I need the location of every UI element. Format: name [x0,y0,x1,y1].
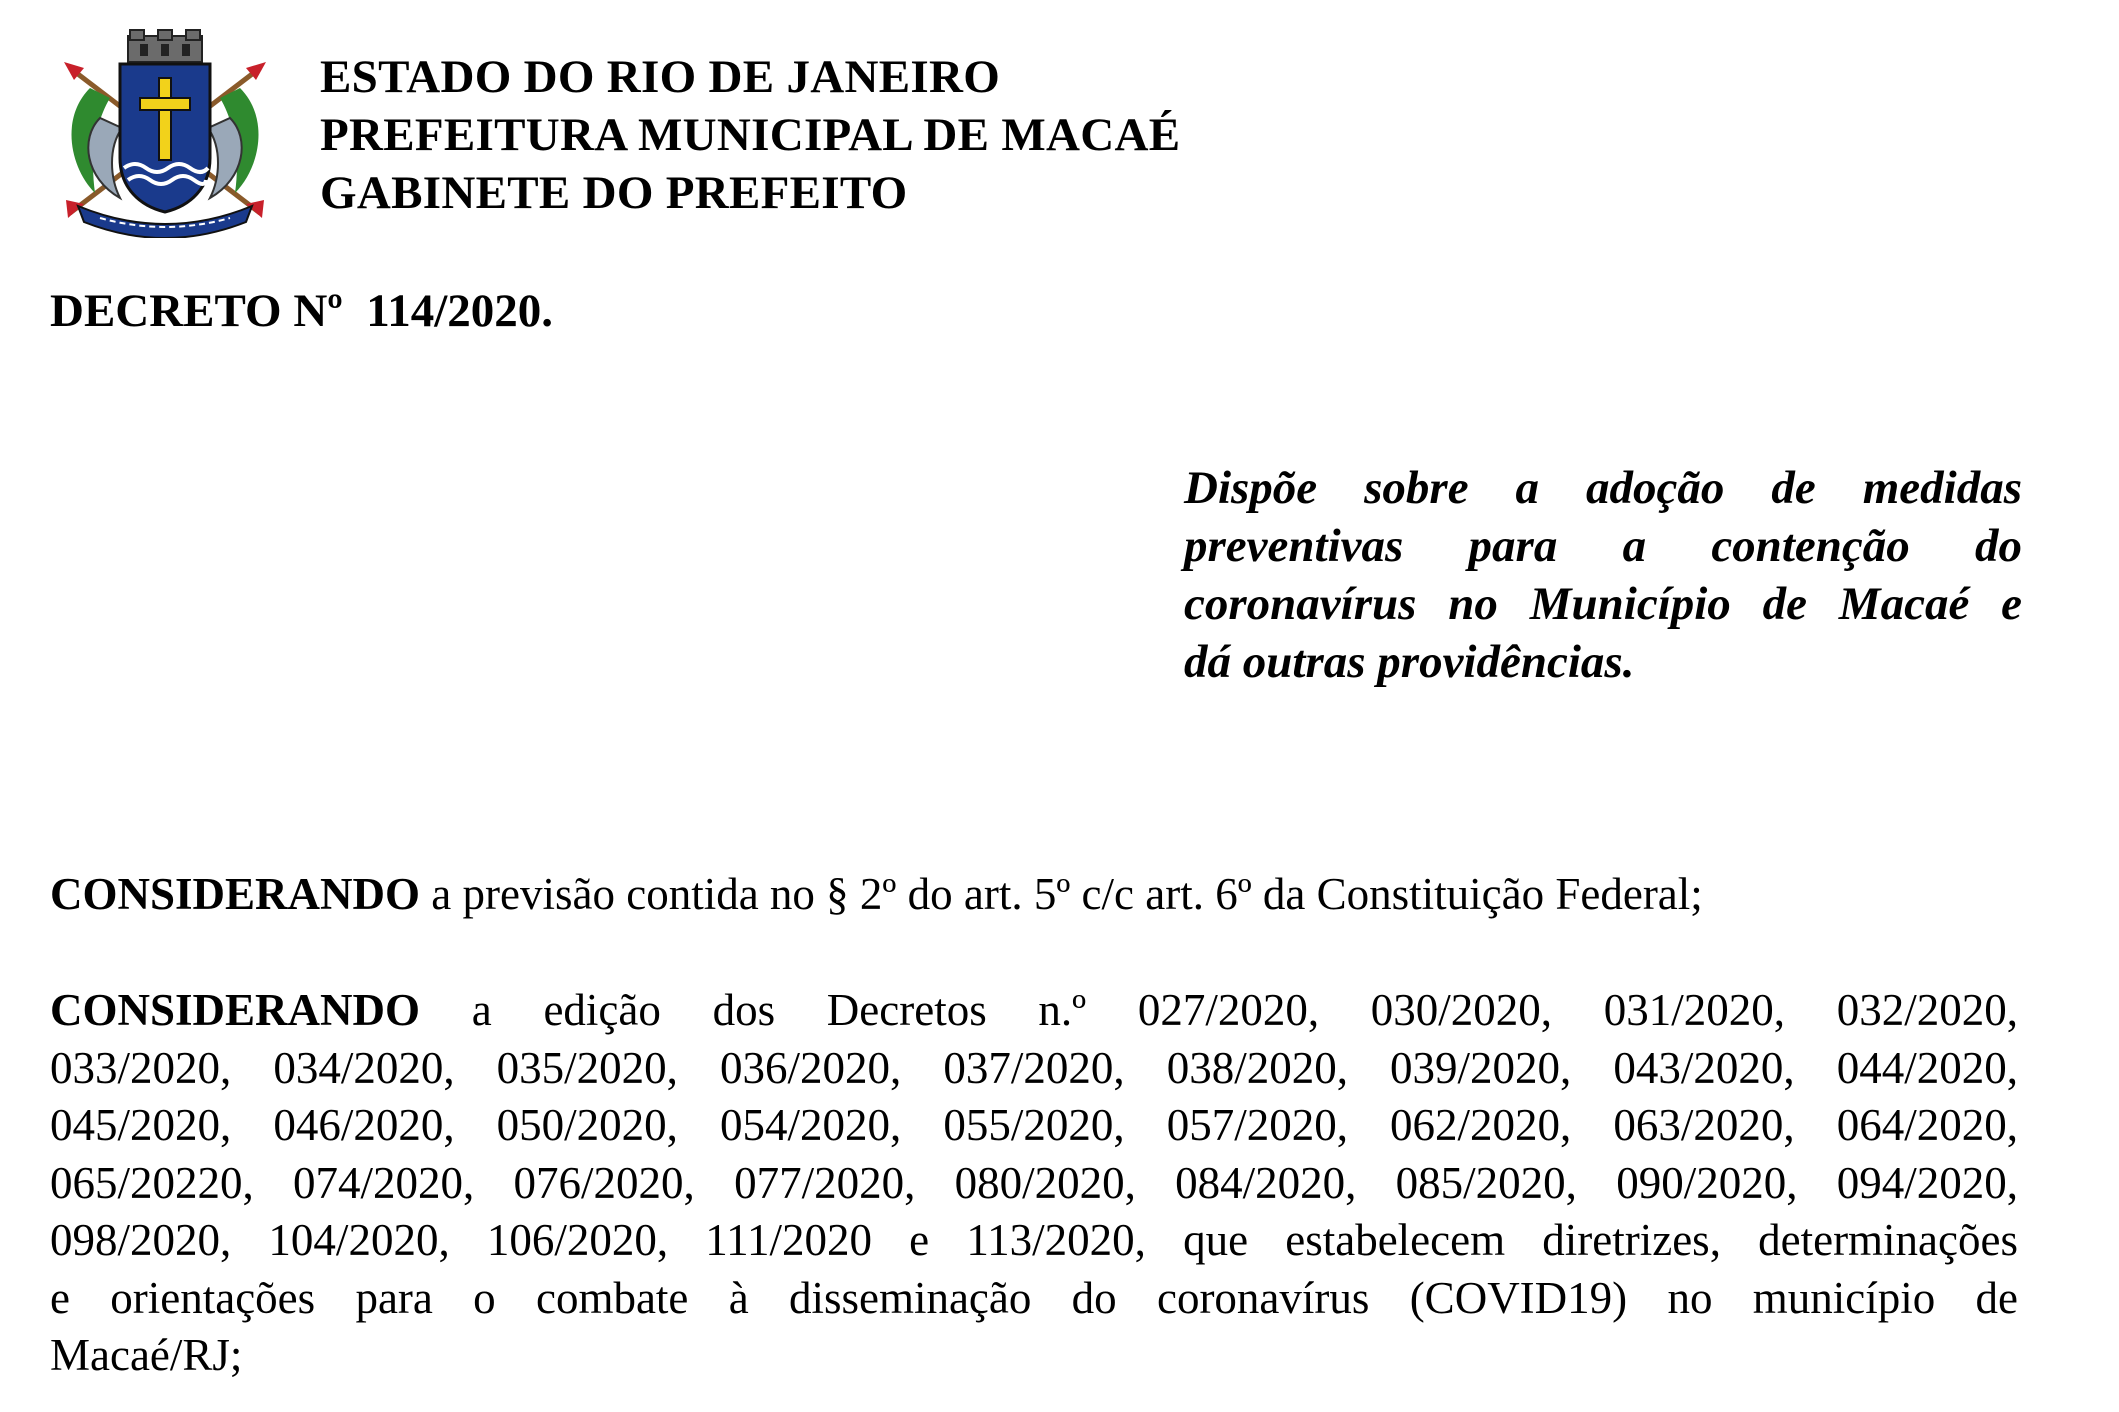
summary-line: dá outras providências. [1184,636,1635,688]
paragraph-line: Macaé/RJ; [50,1330,243,1380]
document-header [320,48,1180,222]
paragraph-text: a edição dos Decretos n.º 027/2020, 030/2020, 031/2020, 032/2020, [420,985,2018,1035]
paragraph-line: 098/2020, 104/2020, 106/2020, 111/2020 e 113/2020, que estabelecem diretrizes, determinações [50,1215,2018,1265]
considering-paragraph-2 [50,982,2018,1385]
paragraph-text: a previsão contida no § 2º do art. 5º c/c art. 6º da Constituição Federal; [420,869,1703,919]
considering-paragraph-1 [50,866,2018,924]
paragraph-line: 045/2020, 046/2020, 050/2020, 054/2020, 055/2020, 057/2020, 062/2020, 063/2020, 064/2020, [50,1100,2018,1150]
decree-summary [1184,459,2022,691]
paragraph-line [50,866,2018,924]
paragraph-line: 033/2020, 034/2020, 035/2020, 036/2020, 037/2020, 038/2020, 039/2020, 043/2020, 044/2020, [50,1042,2018,1093]
macae-coat-of-arms-icon [50,28,280,238]
header-state: ESTADO DO RIO DE JANEIRO [320,51,1001,103]
paragraph-line [50,982,2018,1040]
paragraph-line: e orientações para o combate à disseminação do coronavírus (COVID19) no município de [50,1272,2018,1323]
considering-keyword: CONSIDERANDO [50,985,421,1035]
header-municipality: PREFEITURA MUNICIPAL DE MACAÉ [320,109,1181,161]
summary-line: coronavírus no Município de Macaé e [1184,578,2022,630]
summary-line: Dispõe sobre a adoção de medidas [1184,462,2022,514]
paragraph-line: 065/20220, 074/2020, 076/2020, 077/2020, 080/2020, 084/2020, 085/2020, 090/2020, 094/2020, [50,1157,2018,1208]
header-office: GABINETE DO PREFEITO [320,167,908,219]
decree-number: DECRETO Nº 114/2020. [50,285,554,337]
considering-keyword: CONSIDERANDO [50,869,421,919]
summary-line: preventivas para a contenção do [1184,520,2022,572]
